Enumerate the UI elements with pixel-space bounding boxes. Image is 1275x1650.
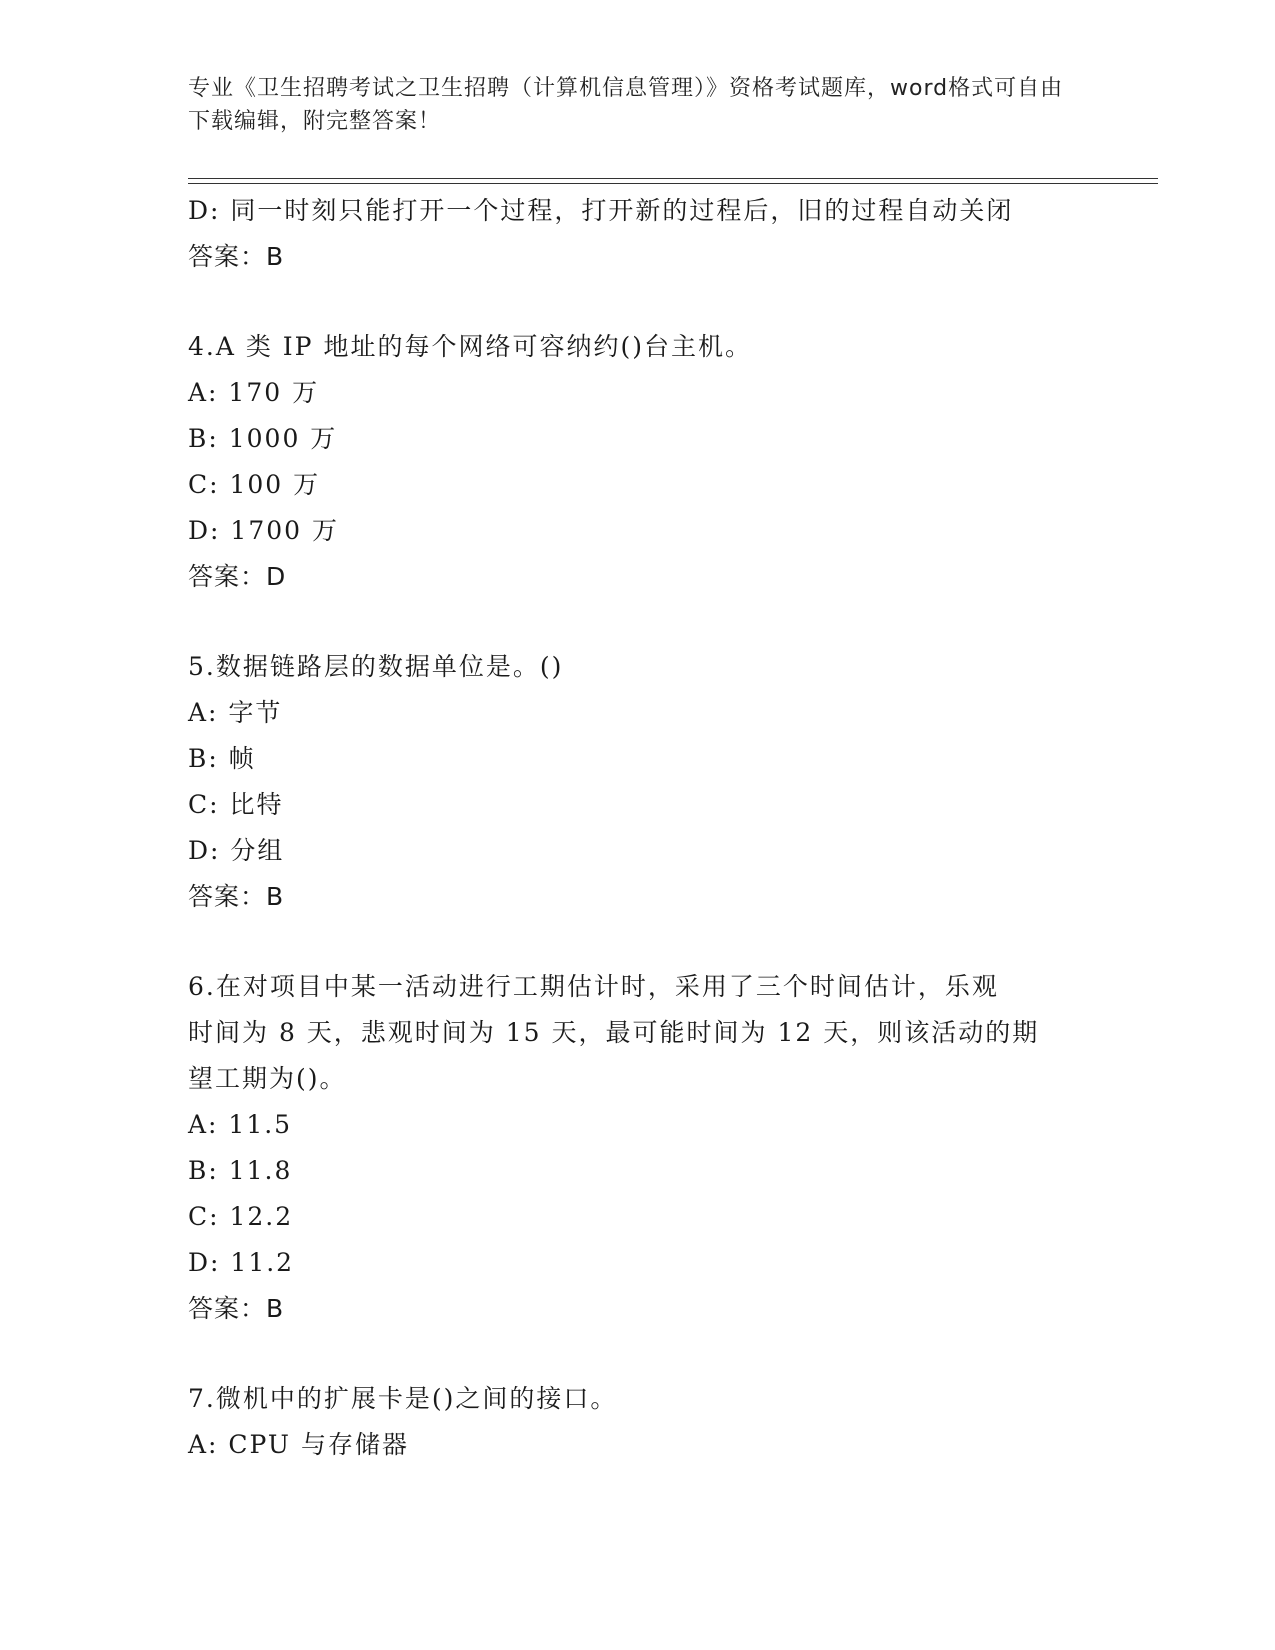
option-line: D: 同一时刻只能打开一个过程，打开新的过程后，旧的过程自动关闭 — [188, 196, 1014, 225]
answer-line: 答案：D — [188, 562, 287, 591]
question-block — [188, 1376, 1068, 1468]
question-block — [188, 188, 1068, 280]
option-line: D: 分组 — [188, 836, 285, 865]
question-block — [188, 324, 1068, 600]
question-block — [188, 964, 1068, 1332]
question-stem: 时间为 8 天，悲观时间为 15 天，最可能时间为 12 天，则该活动的期 — [188, 1018, 1040, 1047]
option-line: C: 比特 — [188, 790, 284, 819]
option-line: C: 100 万 — [188, 470, 321, 499]
option-line: C: 12.2 — [188, 1202, 294, 1231]
question-stem: 6.在对项目中某一活动进行工期估计时，采用了三个时间估计，乐观 — [188, 972, 999, 1001]
question-block — [188, 644, 1068, 920]
option-line: B: 11.8 — [188, 1156, 293, 1185]
option-line: A: 字节 — [188, 698, 283, 727]
question-stem: 望工期为()。 — [188, 1064, 347, 1093]
header-divider — [188, 178, 1158, 184]
option-line: B: 帧 — [188, 744, 256, 773]
question-stem: 5.数据链路层的数据单位是。() — [188, 652, 564, 681]
document-header: 专业《卫生招聘考试之卫生招聘（计算机信息管理）》资格考试题库，word格式可自由下载编辑，附完整答案！ — [188, 76, 1064, 134]
question-stem: 4.A 类 IP 地址的每个网络可容纳约()台主机。 — [188, 332, 752, 361]
option-line: B: 1000 万 — [188, 424, 338, 453]
answer-line: 答案：B — [188, 1294, 285, 1323]
option-line: D: 1700 万 — [188, 516, 339, 545]
question-stem: 7.微机中的扩展卡是()之间的接口。 — [188, 1384, 618, 1413]
question-list — [188, 188, 1068, 1468]
answer-line: 答案：B — [188, 242, 285, 271]
option-line: A: 11.5 — [188, 1110, 293, 1139]
option-line: D: 11.2 — [188, 1248, 295, 1277]
option-line: A: CPU 与存储器 — [188, 1430, 409, 1459]
answer-line: 答案：B — [188, 882, 285, 911]
option-line: A: 170 万 — [188, 378, 320, 407]
